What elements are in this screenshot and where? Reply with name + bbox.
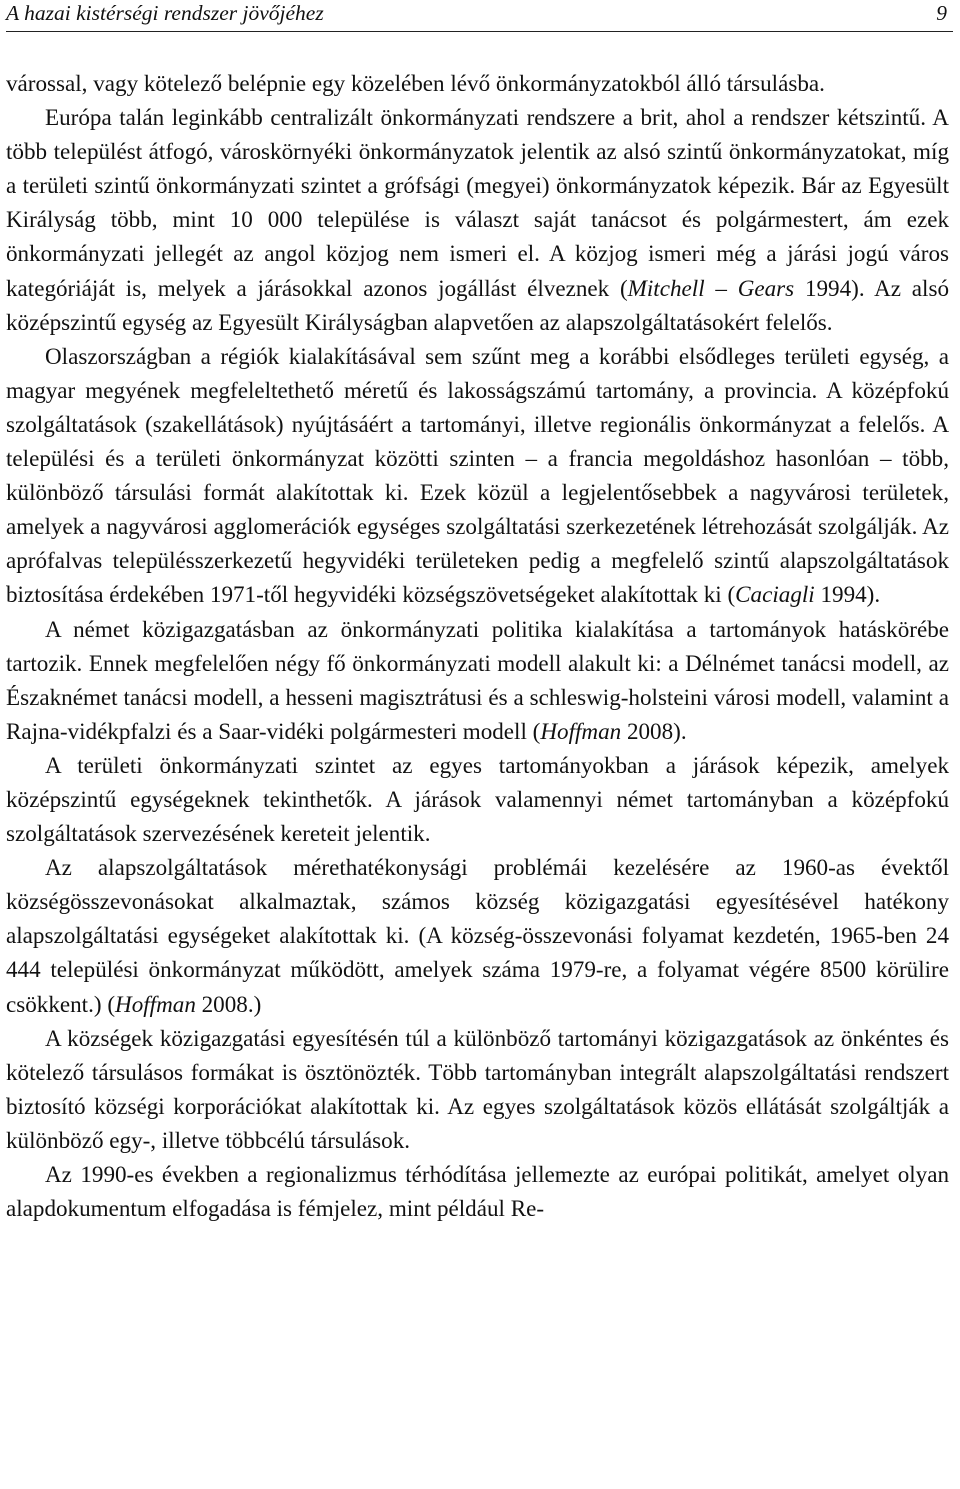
header-title: A hazai kistérségi rendszer jövőjéhez <box>6 1 324 25</box>
paragraph <box>6 66 949 100</box>
citation-author: Caciagli <box>735 581 815 608</box>
page-number: 9 <box>936 1 947 25</box>
paragraph <box>6 612 949 748</box>
paragraph <box>6 339 949 612</box>
paragraph-text: várossal, vagy kötelező belépnie egy közelében lévő önkormányzatokból álló társulásba. <box>6 70 825 96</box>
paragraph <box>6 100 949 339</box>
paragraph <box>6 850 949 1020</box>
paragraph-text: 2008). <box>621 717 687 744</box>
paragraph-text: Olaszországban a régiók kialakításával sem szűnt meg a korábbi elsődleges területi egység, a magyar megyének megfeleltethető méretű és lakosságszámú tartomány, a provincia. A középfokú szolgáltatások (szakellátások) nyújtásáért a tartományi, illetve regionális önkormányzat a felelős. A települési és a területi önkormányzat közötti szinten – a francia megoldáshoz hasonlóan – több, különböző társulási formát alakítottak ki. Ezek közül a legjelentősebbek a nagyvárosi területek, amelyek a nagyvárosi agglomerációk egységes szolgáltatási szerkezetének létrehozását szolgálják. Az aprófalvas településszerkezetű hegyvidéki területeken pedig a megfelelő szintű alapszolgáltatások biztosítása érdekében 1971-től hegyvidéki községszövetségeket alakítottak ki ( <box>6 342 949 608</box>
citation-author: Hoffman <box>115 990 196 1017</box>
citation-author: Mitchell – Gears <box>627 274 795 301</box>
paragraph-text: A területi önkormányzati szintet az egyes tartományokban a járások képezik, amelyek középszintű egységeknek tekinthetők. A járások valamennyi német tartományban a középfokú szolgáltatások szervezésének kereteit jelentik. <box>6 751 949 847</box>
paragraph-text: Európa talán leginkább centralizált önkormányzati rendszere a brit, ahol a rendszer kétszintű. A több települést átfogó, városkörnyéki önkormányzatok jelentik az alsó szintű önkormányzatokat, míg a területi szintű önkormányzati szintet a grófsági (megyei) önkormányzatok képezik. Bár az Egyesült Királyság több, mint 10 000 települése is választ saját tanácsot és polgármestert, ám ezek önkormányzati jellegét az angol közjog nem ismeri el. A közjog ismeri még a járási jogú város kategóriáját is, melyek a járásokkal azonos jogállást élveznek ( <box>6 104 949 301</box>
paragraph <box>6 1021 949 1157</box>
paragraph-text: Az alapszolgáltatások mérethatékonysági problémái kezelésére az 1960-as évektől községösszevonásokat alkalmaztak, számos község közigazgatási egyesítésével hatékony alapszolgáltatási egységeket alakítottak ki. (A község-összevonási folyamat kezdetén, 1965-ben 24 444 települési önkormányzat működött, amelyek száma 1979-re, a folyamat végére 8500 körülire csökkent.) ( <box>6 854 949 1017</box>
paragraph-text: A községek közigazgatási egyesítésén túl a különböző tartományi közigazgatások az önkéntes és kötelező társulásos formákat is ösztönözték. Több tartományban integrált alapszolgáltatási rendszert biztosító községi korporációkat alakítottak ki. Az egyes szolgáltatások közös ellátását szolgáltják a különböző egy-, illetve többcélú társulások. <box>6 1024 949 1153</box>
citation-author: Hoffman <box>540 717 622 744</box>
running-header <box>6 0 953 32</box>
paragraph-text: 1994). <box>814 581 881 608</box>
paragraph-text: A német közigazgatásban az önkormányzati politika kialakítása a tartományok hatáskörébe tartozik. Ennek megfelelően négy fő önkormányzati modell alakult ki: a Délnémet tanácsi modell, az Északnémet tanácsi modell, a hesseni magisztrátusi és a schleswig-holsteini városi modell, valamint a Rajna-vidékpfalzi és a Saar-vidéki polgármesteri modell ( <box>6 615 949 744</box>
paragraph-text: Az 1990-es években a regionalizmus térhódítása jellemezte az európai politikát, amelyet olyan alapdokumentum elfogadása is fémjelez, mint például Re- <box>6 1161 949 1222</box>
paragraph <box>6 1157 949 1225</box>
paragraph <box>6 748 949 850</box>
paragraph-text: 2008.) <box>195 990 262 1017</box>
paragraph-text: 1994). Az alsó középszintű egység az Egyesült Királyságban alapvetően az alapszolgáltatásokért felelős. <box>6 274 950 335</box>
body-text <box>6 66 949 1225</box>
